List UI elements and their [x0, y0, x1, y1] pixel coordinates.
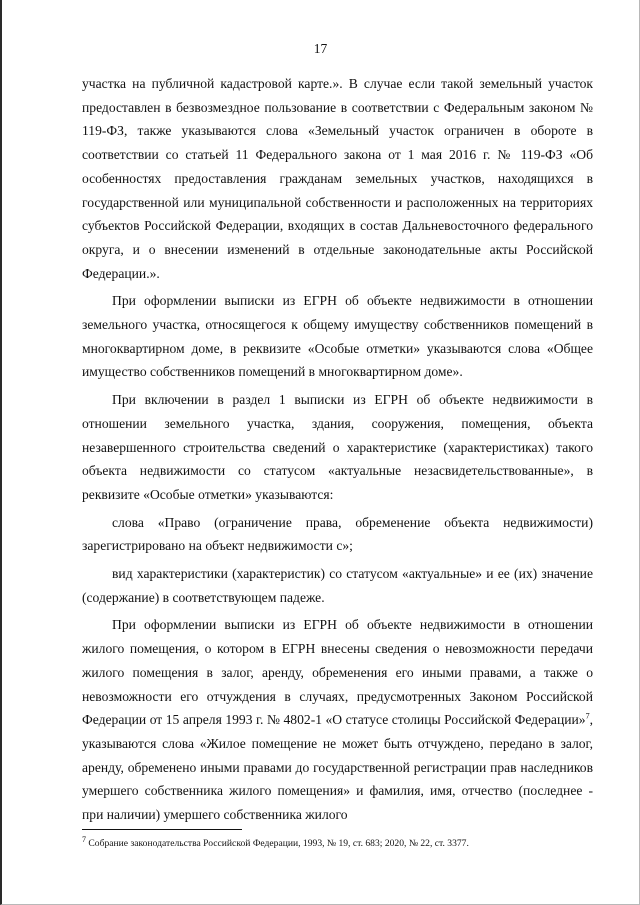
- paragraph-4: слова «Право (ограничение права, обременение объекта недвижимости) зарегистрировано на объект недвижимости с»;: [82, 514, 593, 554]
- page-number: 17: [313, 41, 328, 56]
- footnote-text: Собрание законодательства Российской Федерации, 1993, № 19, ст. 683; 2020, № 22, ст. 3377.: [86, 838, 469, 849]
- document-body: [82, 72, 593, 827]
- paragraph-5: вид характеристики (характеристик) со статусом «актуальные» и ее (их) значение (содержание) в соответствующем падеже.: [82, 566, 593, 605]
- paragraph-3: При включении в раздел 1 выписки из ЕГРН об объекте недвижимости в отношении земельного участка, здания, сооружения, помещения, объекта незавершенного строительства сведений о характеристике (характеристиках) такого объекта недвижимости со статусом «актуальные незасвидетельствованные», в реквизите «Особые отметки» указываются:: [82, 392, 593, 502]
- paragraph-6-text-a: При оформлении выписки из ЕГРН об объекте недвижимости в отношении жилого помещения, о котором в ЕГРН внесены сведения о невозможности передачи жилого помещения в залог, аренду, обременения его иными правами, а также о невозможности его отчуждения в случаях, предусмотренных Законом Российской Федерации от 15 апреля 1993 г. № 4802-1 «О статусе столицы Российской Федерации»: [82, 617, 593, 728]
- paragraph-6: [82, 613, 593, 826]
- footnote-separator: [82, 829, 242, 830]
- footnote-mark: 7: [82, 834, 86, 844]
- paragraph-2: При оформлении выписки из ЕГРН об объекте недвижимости в отношении земельного участка, относящегося к общему имуществу собственников помещений в многоквартирном доме, в реквизите «Особые отметки» указываются слова «Общее имущество собственников помещений в многоквартирном доме».: [82, 293, 593, 380]
- paragraph-1: участка на публичной кадастровой карте.». В случае если такой земельный участок предоставлен в безвозмездное пользование в соответствии с Федеральным законом № 119-ФЗ, также указываются слова «Земельный участок ограничен в обороте в соответствии со статьей 11 Федерального закона от 1 мая 2016 г. № 119-ФЗ «Об особенностях предоставления гражданам земельных участков, находящихся в государственной или муниципальной собственности и расположенных на территориях субъектов Российской Федерации, входящих в состав Дальневосточного федерального округа, и о внесении изменений в отдельные законодательные акты Российской Федерации.».: [82, 76, 593, 281]
- footnote-reference[interactable]: 7: [585, 711, 590, 721]
- footnote: [82, 834, 602, 850]
- paragraph-6-text-b: , указываются слова «Жилое помещение не может быть отчуждено, передано в залог, аренду, обременено иными правами до государственной регистрации прав наследников умершего собственника жилого помещения» и фамилия, имя, отчество (последнее - при наличии) умершего собственника жилого: [82, 712, 593, 823]
